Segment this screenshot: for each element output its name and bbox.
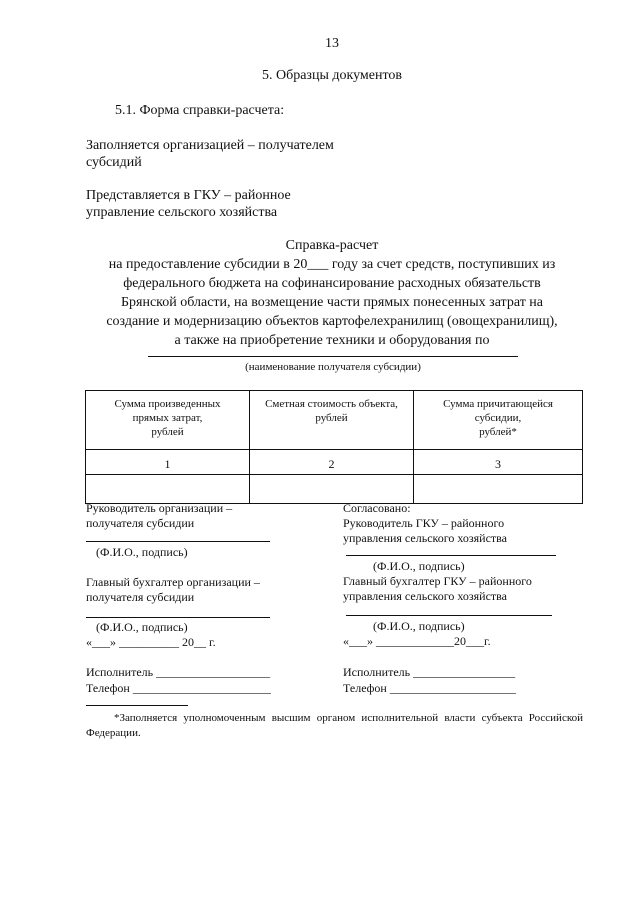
right-executor-field[interactable]: Исполнитель _________________	[343, 665, 516, 679]
right-accountant-title-line2: управления сельского хозяйства	[343, 589, 507, 603]
header-text: субсидии,	[474, 412, 522, 424]
left-phone-field[interactable]: Телефон _______________________	[86, 681, 271, 695]
page-number: 13	[325, 36, 339, 51]
header-text: рублей	[151, 426, 184, 438]
left-head-fio-caption: (Ф.И.О., подпись)	[96, 545, 188, 559]
header-text: рублей	[315, 412, 348, 424]
table-cell[interactable]	[250, 475, 414, 504]
subsection-title: 5.1. Форма справки-расчета:	[115, 103, 285, 118]
recipient-name-line[interactable]	[148, 356, 518, 357]
column-number: 1	[86, 450, 250, 475]
header-text: рублей*	[479, 426, 517, 438]
form-title	[80, 236, 584, 350]
table-header-cell	[250, 391, 414, 450]
right-head-title-line1: Руководитель ГКУ – районного	[343, 516, 505, 530]
header-text: прямых затрат,	[132, 412, 203, 424]
left-accountant-fio-caption: (Ф.И.О., подпись)	[96, 620, 188, 634]
left-accountant-signature-line[interactable]	[86, 617, 270, 618]
column-number: 2	[250, 450, 414, 475]
header-text: Сметная стоимость объекта,	[265, 398, 398, 410]
form-title-line4: Брянской области, на возмещение части прямых понесенных затрат на	[120, 295, 544, 310]
recipient-caption: (наименование получателя субсидии)	[245, 361, 421, 373]
table-cell[interactable]	[414, 475, 583, 504]
right-accountant-title-line1: Главный бухгалтер ГКУ – районного	[343, 574, 532, 588]
section-title: 5. Образцы документов	[261, 68, 403, 83]
left-head-title-line1: Руководитель организации –	[86, 501, 233, 515]
table-header-row	[86, 391, 583, 450]
form-title-line3: федерального бюджета на софинансирование расходных обязательств	[123, 276, 541, 291]
right-head-signature-line[interactable]	[346, 555, 556, 556]
header-text: Сумма причитающейся	[443, 398, 553, 410]
left-head-signature-line[interactable]	[86, 541, 270, 542]
column-number: 3	[414, 450, 583, 475]
filled-by-note-line1: Заполняется организацией – получателем	[86, 138, 334, 153]
left-accountant-title-line1: Главный бухгалтер организации –	[86, 575, 260, 589]
header-text: Сумма произведенных	[114, 398, 221, 410]
right-head-title-line2: управления сельского хозяйства	[343, 531, 507, 545]
left-date-field[interactable]: «___» __________ 20__ г.	[86, 635, 216, 649]
form-title-line6: а также на приобретение техники и оборудования по	[174, 333, 490, 348]
right-phone-field[interactable]: Телефон _____________________	[343, 681, 516, 695]
table-header-cell	[414, 391, 583, 450]
left-executor-field[interactable]: Исполнитель ___________________	[86, 665, 271, 679]
table-row	[86, 475, 583, 504]
footnote-separator	[86, 705, 188, 706]
left-head-title-line2: получателя субсидии	[86, 516, 195, 530]
filled-by-note-line2: субсидий	[86, 155, 142, 170]
form-title-line5: создание и модернизацию объектов картофелехранилищ (овощехранилищ),	[106, 314, 558, 329]
submitted-to-note-line2: управление сельского хозяйства	[86, 205, 278, 220]
submitted-to-note-line1: Представляется в ГКУ – районное	[86, 188, 291, 203]
agreed-label: Согласовано:	[343, 501, 411, 515]
right-date-field[interactable]: «___» _____________20___г.	[343, 634, 491, 648]
footnote: *Заполняется уполномоченным высшим органом исполнительной власти субъекта Российской Федерации.	[86, 712, 583, 739]
form-title-line2: на предоставление субсидии в 20___ году за счет средств, поступивших из	[108, 257, 556, 272]
right-head-fio-caption: (Ф.И.О., подпись)	[373, 559, 465, 573]
calculation-table	[85, 390, 583, 504]
table-header-cell	[86, 391, 250, 450]
right-accountant-fio-caption: (Ф.И.О., подпись)	[373, 619, 465, 633]
table-numbers-row	[86, 450, 583, 475]
left-accountant-title-line2: получателя субсидии	[86, 590, 195, 604]
table-cell[interactable]	[86, 475, 250, 504]
right-accountant-signature-line[interactable]	[346, 615, 552, 616]
form-title-line1: Справка-расчет	[285, 238, 379, 253]
